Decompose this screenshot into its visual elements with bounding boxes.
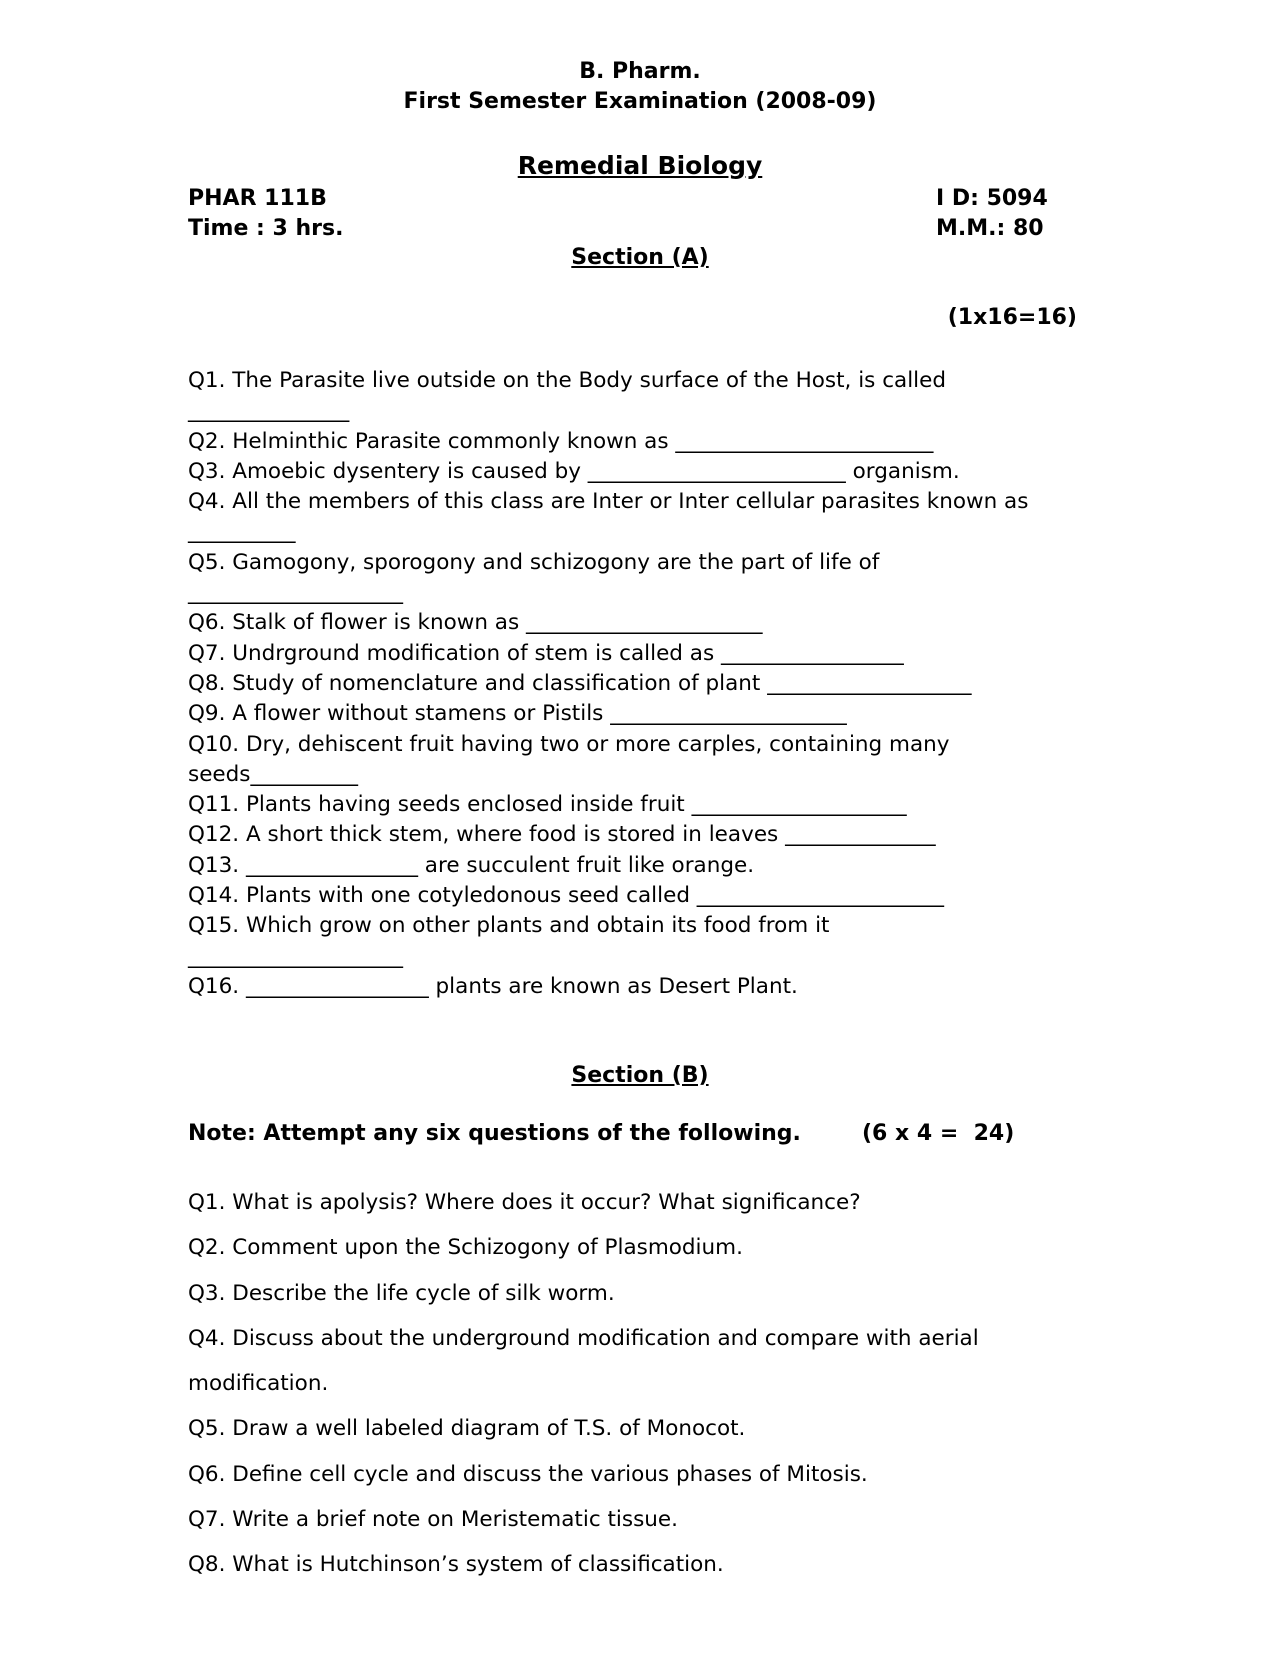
question-line: Q2. Helminthic Parasite commonly known as ________________________ — [188, 428, 934, 454]
question-line: Q4. All the members of this class are Inter or Inter cellular parasites known as — [188, 489, 1029, 515]
question-line: Q16. _________________ plants are known as Desert Plant. — [188, 973, 798, 999]
answer-blank: __________ — [188, 519, 296, 545]
answer-blank: ____________________ — [188, 943, 403, 969]
max-marks: M.M.: 80 — [936, 216, 1044, 241]
question-line: Q10. Dry, dehiscent fruit having two or more carples, containing many — [188, 731, 950, 757]
section-a-marks: (1x16=16) — [947, 305, 1077, 330]
question-line: Q12. A short thick stem, where food is stored in leaves ______________ — [188, 822, 936, 848]
question-line: Q11. Plants having seeds enclosed inside fruit ____________________ — [188, 792, 907, 818]
question-line: Q9. A flower without stamens or Pistils ______________________ — [188, 701, 847, 727]
exam-title: First Semester Examination (2008-09) — [403, 89, 877, 114]
answer-blank: ____________________ — [188, 580, 403, 606]
question-line: Q1. What is apolysis? Where does it occur? What significance? — [188, 1190, 861, 1215]
question-line: Q5. Draw a well labeled diagram of T.S. of Monocot. — [188, 1416, 746, 1442]
question-line: Q3. Describe the life cycle of silk worm. — [188, 1280, 615, 1306]
question-line: Q3. Amoebic dysentery is caused by ________________________ organism. — [188, 458, 960, 484]
question-line: Q2. Comment upon the Schizogony of Plasmodium. — [188, 1235, 743, 1261]
section-b-note: Note: Attempt any six questions of the following. — [188, 1121, 801, 1146]
question-line: Q7. Undrground modification of stem is called as _________________ — [188, 640, 904, 666]
question-line: Q4. Discuss about the underground modification and compare with aerial — [188, 1325, 979, 1351]
degree-title: B. Pharm. — [579, 59, 701, 84]
question-line: Q5. Gamogony, sporogony and schizogony are the part of life of — [188, 549, 880, 575]
question-line: Q1. The Parasite live outside on the Body surface of the Host, is called — [188, 368, 947, 393]
answer-blank: seeds__________ — [188, 761, 359, 787]
question-line: Q15. Which grow on other plants and obtain its food from it — [188, 913, 830, 939]
question-line: Q14. Plants with one cotyledonous seed called _______________________ — [188, 883, 945, 909]
section-b-marks: (6 x 4 = 24) — [862, 1121, 1015, 1146]
question-line: Q7. Write a brief note on Meristematic tissue. — [188, 1507, 678, 1533]
question-line: Q6. Stalk of flower is known as ______________________ — [188, 610, 763, 636]
paper-id: I D: 5094 — [936, 186, 1048, 211]
course-code: PHAR 111B — [188, 186, 327, 211]
question-line: Q13. ________________ are succulent fruit like orange. — [188, 852, 755, 878]
subject-title: Remedial Biology — [517, 151, 763, 180]
section-a-question-list — [188, 366, 1088, 1002]
exam-time: Time : 3 hrs. — [188, 216, 344, 241]
section-b-title: Section (B) — [571, 1063, 709, 1088]
question-line: Q8. What is Hutchinson’s system of classification. — [188, 1552, 724, 1578]
question-line: Q8. Study of nomenclature and classification of plant ___________________ — [188, 670, 972, 696]
question-line: Q6. Define cell cycle and discuss the various phases of Mitosis. — [188, 1461, 868, 1487]
section-b-question-list — [188, 1180, 1088, 1588]
section-a-title: Section (A) — [571, 245, 709, 270]
question-line: modification. — [188, 1371, 329, 1397]
answer-blank: _______________ — [188, 398, 350, 424]
